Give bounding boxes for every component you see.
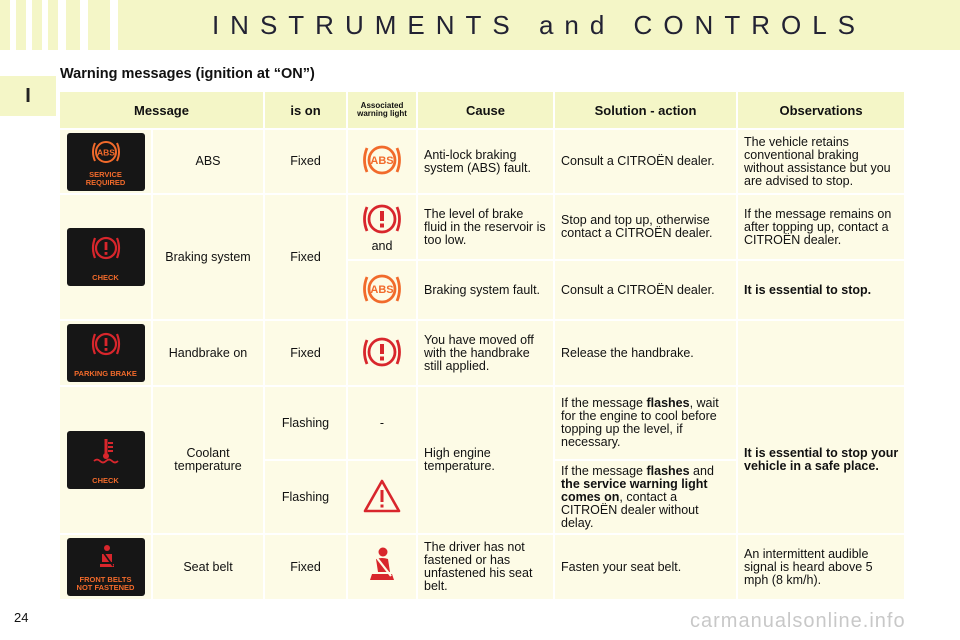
handbrake-icon <box>91 330 121 358</box>
warning-messages-table <box>58 90 906 601</box>
observations-braking-2 <box>738 261 904 319</box>
is-on-abs: Fixed <box>265 130 346 193</box>
panel-text-line: REQUIRED <box>85 177 126 187</box>
table-row-coolant-1 <box>60 387 904 459</box>
panel-text-line: NOT FASTENED <box>76 583 135 592</box>
panel-text-line: PARKING BRAKE <box>74 369 137 378</box>
section-subtitle: Warning messages (ignition at “ON”) <box>60 66 315 82</box>
is-on-coolant-2: Flashing <box>265 461 346 533</box>
panel-text <box>67 171 145 187</box>
abs-service-panel <box>67 133 145 191</box>
is-on-handbrake: Fixed <box>265 321 346 385</box>
solution-braking-1: Stop and top up, otherwise contact a CITROËN dealer. <box>555 195 736 259</box>
solution-abs: Consult a CITROËN dealer. <box>555 130 736 193</box>
solution-handbrake: Release the handbrake. <box>555 321 736 385</box>
and-label: and <box>371 239 393 253</box>
associated-light-handbrake <box>348 321 416 385</box>
panel-cell <box>60 535 151 599</box>
observations-braking-1: If the message remains on after topping up, contact a CITROËN dealer. <box>738 195 904 259</box>
seatbelt-warning-icon <box>364 546 400 586</box>
brake-warning-icon <box>360 334 404 370</box>
header-stripe <box>16 0 26 50</box>
panel-text <box>67 576 145 592</box>
table-row-braking-1 <box>60 195 904 259</box>
solution-text: and <box>689 463 714 478</box>
cause-seatbelt: The driver has not fastened or has unfastened his seat belt. <box>418 535 553 599</box>
observations-abs: The vehicle retains conventional braking without assistance but you are advised to stop. <box>738 130 904 193</box>
panel-text-line: CHECK <box>92 273 119 282</box>
cause-braking-2: Braking system fault. <box>418 261 553 319</box>
svg-text:ABS: ABS <box>370 283 394 296</box>
cause-coolant: High engine temperature. <box>418 387 553 533</box>
abs-icon <box>91 139 121 165</box>
watermark: carmanualsonline.info <box>690 610 906 632</box>
panel-text-line: SERVICE <box>89 169 122 179</box>
cause-abs: Anti-lock braking system (ABS) fault. <box>418 130 553 193</box>
coolant-temperature-icon <box>91 437 121 465</box>
table-header-row <box>60 92 904 128</box>
cause-handbrake: You have moved off with the handbrake still applied. <box>418 321 553 385</box>
abs-warning-icon <box>360 271 404 307</box>
page-header <box>0 0 960 50</box>
panel-text <box>67 370 145 378</box>
abs-warning-icon <box>360 142 404 178</box>
front-belts-panel <box>67 538 145 596</box>
message-abs: ABS <box>153 130 263 193</box>
cause-braking-1: The level of brake fluid in the reservoir is too low. <box>418 195 553 259</box>
header-stripe <box>48 0 58 50</box>
message-seatbelt: Seat belt <box>153 535 263 599</box>
panel-text <box>67 274 145 282</box>
header-stripe <box>88 0 110 50</box>
column-header-observations: Observations <box>738 92 904 128</box>
observations-handbrake <box>738 321 904 385</box>
solution-text: , contact a CITROËN dealer without delay. <box>561 489 699 530</box>
emphasis-text: It is essential to stop. <box>744 282 872 297</box>
solution-text: If the message <box>561 463 647 478</box>
message-coolant: Coolant temperature <box>153 387 263 533</box>
coolant-check-panel <box>67 431 145 489</box>
observations-seatbelt: An intermittent audible signal is heard above 5 mph (8 km/h). <box>738 535 904 599</box>
seatbelt-icon <box>91 544 121 570</box>
chapter-tab: I <box>0 76 56 116</box>
emphasis-text: It is essential to stop your vehicle in a safe place. <box>744 446 899 473</box>
associated-light-coolant-1: - <box>348 387 416 459</box>
panel-cell <box>60 321 151 385</box>
panel-cell <box>60 387 151 533</box>
column-header-is-on: is on <box>265 92 346 128</box>
column-header-message: Message <box>60 92 263 128</box>
svg-text:ABS: ABS <box>96 147 115 157</box>
solution-coolant-1 <box>555 387 736 459</box>
solution-coolant-2 <box>555 461 736 533</box>
header-stripe <box>32 0 42 50</box>
column-header-cause: Cause <box>418 92 553 128</box>
brake-warning-icon <box>360 201 404 237</box>
header-stripe <box>0 0 10 50</box>
table-row-handbrake <box>60 321 904 385</box>
page-title: INSTRUMENTS and CONTROLS <box>211 10 867 40</box>
is-on-seatbelt: Fixed <box>265 535 346 599</box>
table-row-abs <box>60 130 904 193</box>
observations-coolant <box>738 387 904 533</box>
parking-brake-panel <box>67 324 145 382</box>
associated-light-abs <box>348 130 416 193</box>
table-row-seatbelt <box>60 535 904 599</box>
warning-triangle-icon <box>362 478 402 514</box>
page-number: 24 <box>14 610 29 625</box>
message-braking: Braking system <box>153 195 263 319</box>
message-handbrake: Handbrake on <box>153 321 263 385</box>
associated-light-braking <box>348 195 416 259</box>
is-on-coolant-1: Flashing <box>265 387 346 459</box>
brake-check-panel <box>67 228 145 286</box>
emphasis-text: the service warning light comes on <box>561 476 708 504</box>
panel-text-line: CHECK <box>92 476 119 485</box>
panel-text <box>67 477 145 485</box>
panel-cell <box>60 195 151 319</box>
emphasis-text: flashes <box>646 396 690 410</box>
panel-cell <box>60 130 151 193</box>
brake-icon <box>91 234 121 262</box>
emphasis-text: flashes <box>646 463 690 478</box>
header-stripe <box>66 0 80 50</box>
solution-text: , wait for the engine to cool before topping up the level, if necessary. <box>561 396 719 449</box>
svg-text:ABS: ABS <box>370 155 394 167</box>
is-on-braking: Fixed <box>265 195 346 319</box>
solution-seatbelt: Fasten your seat belt. <box>555 535 736 599</box>
associated-light-braking-abs <box>348 261 416 319</box>
solution-text: If the message <box>561 396 647 410</box>
associated-light-coolant-2 <box>348 461 416 533</box>
panel-text-line: FRONT BELTS <box>79 575 132 584</box>
column-header-solution: Solution - action <box>555 92 736 128</box>
column-header-associated: Associated warning light <box>348 92 416 128</box>
associated-light-seatbelt <box>348 535 416 599</box>
solution-braking-2: Consult a CITROËN dealer. <box>555 261 736 319</box>
